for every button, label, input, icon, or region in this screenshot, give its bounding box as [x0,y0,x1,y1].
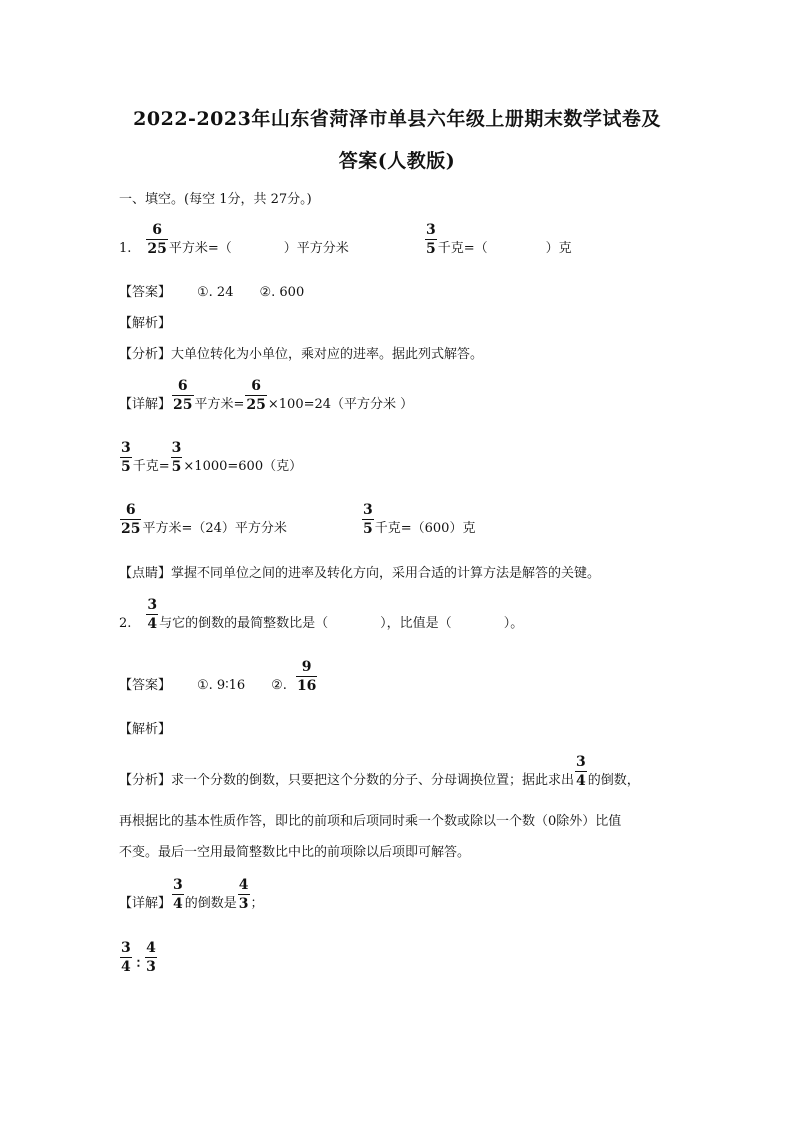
fenxi-text: 的倒数， [587,773,640,788]
answer-value: ①. 24 [197,285,234,300]
fraction-4-3: $\frac{4}{3}$ [146,940,156,975]
answer-value: ①. 9∶16 [197,678,246,693]
detail-line-2 [119,441,302,474]
detail-tag: 【详解】 [119,896,172,911]
detail-text: 的倒数是 [184,896,237,911]
question-1-part-2 [424,223,572,256]
detail-text: ； [250,896,264,911]
summary-line-1 [119,503,287,536]
fraction-3-4: $\frac{3}{4}$ [147,597,158,632]
fenxi-text: 【分析】大单位转化为小单位，乘对应的进率。据此列式解答。 [119,347,484,362]
fraction-6-25: $\frac{6}{25}$ [246,378,266,413]
document-title-line-1: 2022-2023年山东省菏泽市单县六年级上册期末数学试卷及 [133,108,661,130]
detail-text: ×100=24（平方分米 ） [267,397,414,412]
jiexi-label: 【解析】 [119,316,172,331]
detail-tag: 【详解】 [119,397,172,412]
fraction-3-5: $\frac{3}{5}$ [171,440,182,475]
question-text: ），比值是（ [380,616,452,631]
question-number: 1. [119,241,132,256]
fraction-3-5: $\frac{3}{5}$ [121,440,131,475]
fraction-3-4: $\frac{3}{4}$ [121,940,131,975]
answer-value: ②. 600 [259,285,305,300]
fraction-3-5: $\frac{3}{5}$ [426,222,436,257]
fraction-9-16: $\frac{9}{16}$ [296,659,317,694]
answer-tag: 【答案】 [119,678,172,693]
question-2 [119,598,523,631]
fraction-3-4: $\frac{3}{4}$ [576,754,586,789]
fraction-6-25: $\frac{6}{25}$ [121,502,141,537]
jiexi-label: 【解析】 [119,722,172,737]
question-text: 平方米=（ [168,241,232,256]
detail-text: ×1000=600（克） [183,459,303,474]
answer-row-1 [119,281,304,300]
document-title-line-2: 答案(人教版) [338,150,456,172]
section-heading: 一、填空。(每空 1分，共 27分。) [119,192,312,207]
summary-text: 千克=（600）克 [374,521,476,536]
fraction-6-25: $\frac{6}{25}$ [147,222,167,257]
detail-line-1 [119,379,413,412]
summary-line-2 [361,503,475,536]
answer-value: ②. [271,678,287,693]
answer-row-2 [119,660,318,693]
ratio-colon: ∶ [136,957,141,972]
fraction-3-4: $\frac{3}{4}$ [173,877,183,912]
fenxi-line-1 [119,755,640,788]
fraction-6-25: $\frac{6}{25}$ [173,378,193,413]
summary-text: 平方米=（24）平方分米 [142,521,287,536]
question-text: 千克=（ [437,241,488,256]
detail-text: 千克= [132,459,170,474]
fraction-4-3: $\frac{4}{3}$ [238,877,249,912]
answer-tag: 【答案】 [119,285,172,300]
fenxi-line-3: 不变。最后一空用最简整数比中比的前项除以后项即可解答。 [119,845,471,860]
detail-line-q2 [119,878,264,911]
question-text: ）平方分米 [283,241,349,256]
question-text: ）克 [545,241,572,256]
dianjing-text: 【点睛】掌握不同单位之间的进率及转化方向，采用合适的计算方法是解答的关键。 [119,566,601,581]
fenxi-text: 【分析】求一个分数的倒数，只要把这个分数的分子、分母调换位置；据此求出 [119,773,575,788]
question-number: 2. [119,616,132,631]
fenxi-line-2: 再根据比的基本性质作答，即比的前项和后项同时乘一个数或除以一个数（0除外）比值 [119,814,622,829]
fraction-3-5: $\frac{3}{5}$ [363,502,373,537]
ratio-expression [119,941,158,974]
question-text: ）。 [503,616,524,631]
detail-text: 平方米= [194,397,245,412]
question-1 [119,223,349,256]
question-text: 与它的倒数的最简整数比是（ [159,616,329,631]
